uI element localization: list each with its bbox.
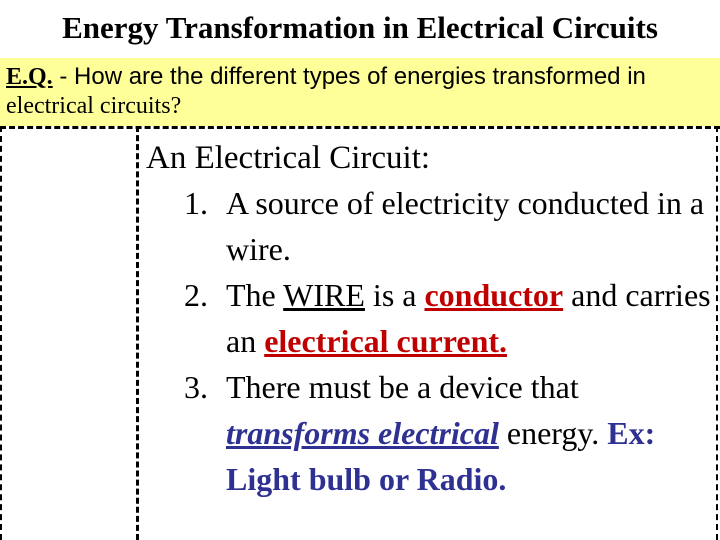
list-item-text: A source of electricity conducted in a wire. [226, 185, 705, 267]
list-item-text [226, 364, 712, 502]
slide-title: Energy Transformation in Electrical Circuits [62, 10, 658, 45]
eq-label: E.Q. [6, 64, 53, 90]
list-item-number: 3. [184, 369, 208, 405]
list-item [146, 364, 712, 502]
conductor-term: conductor [424, 277, 564, 313]
list-item-number: 1. [184, 185, 208, 221]
numbered-list [146, 180, 712, 502]
electrical-current-term: electrical current. [264, 323, 508, 359]
list-item-text [226, 272, 712, 364]
dashed-border-left [0, 126, 2, 540]
eq-question-line2: electrical circuits? [6, 93, 182, 119]
text-fragment: There must be a device that [226, 369, 579, 405]
example-text: Ex: Light bulb or Radio. [226, 415, 656, 497]
dashed-border-right [716, 126, 718, 540]
essential-question-box [0, 58, 720, 126]
text-fragment: is a [364, 277, 425, 313]
transforms-electrical-term: transforms electrical [226, 415, 499, 451]
wire-term: WIRE [283, 277, 365, 313]
dashed-column-divider [136, 126, 139, 540]
text-fragment: energy. [498, 415, 608, 451]
text-fragment: and carries an [226, 277, 711, 359]
list-item-number: 2. [184, 277, 208, 313]
eq-question-line1: How are the different types of energies transformed in [74, 63, 646, 90]
list-item [146, 180, 712, 272]
dashed-border-top [0, 126, 720, 129]
section-heading: An Electrical Circuit: [146, 140, 431, 176]
text-fragment: The [226, 277, 284, 313]
eq-dash: - [52, 63, 75, 90]
list-item [146, 272, 712, 364]
content-area [146, 136, 712, 502]
